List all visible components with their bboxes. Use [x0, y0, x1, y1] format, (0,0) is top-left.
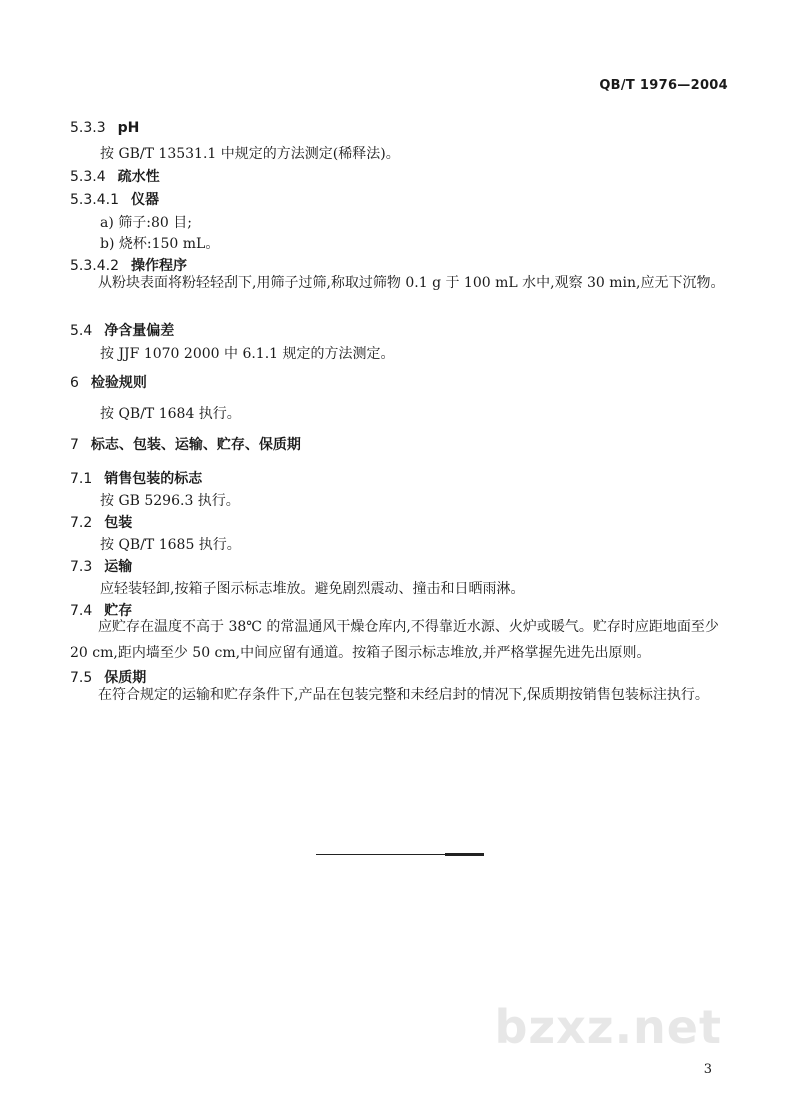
- section-title: pH: [117, 120, 140, 136]
- text-6: 按 QB/T 1684 执行。: [100, 406, 241, 422]
- section-number: 5.3.4.2: [70, 258, 119, 274]
- section-number: 5.3.3: [70, 120, 106, 136]
- page-number: 3: [703, 1062, 712, 1077]
- text-7-5: 在符合规定的运输和贮存条件下,产品在包装完整和未经启封的情况下,保质期按销售包装标注执行。: [98, 687, 709, 703]
- standard-code: QB/T 1976—2004: [599, 78, 728, 93]
- text-7-3: 应轻装轻卸,按箱子图示标志堆放。避免剧烈震动、撞击和日晒雨淋。: [100, 581, 525, 597]
- text-7-1: 按 GB 5296.3 执行。: [100, 493, 240, 509]
- section-title: 疏水性: [117, 169, 160, 185]
- section-title: 贮存: [104, 603, 133, 619]
- heading-7: [70, 434, 301, 454]
- heading-5-4: [70, 320, 174, 340]
- section-number: 7.4: [70, 603, 93, 619]
- section-title: 净含量偏差: [104, 323, 175, 339]
- text-5-3-4-2: 从粉块表面将粉轻轻刮下,用筛子过筛,称取过筛物 0.1 g 于 100 mL 水中,观察 30 min,应无下沉物。: [98, 275, 725, 291]
- section-number: 5.4: [70, 323, 93, 339]
- section-number: 5.3.4: [70, 169, 106, 185]
- heading-6: [70, 372, 147, 392]
- heading-7-2: [70, 512, 132, 532]
- section-title: 保质期: [104, 670, 147, 686]
- text-5-4: 按 JJF 1070 2000 中 6.1.1 规定的方法测定。: [100, 346, 395, 362]
- heading-5-3-4-1: [70, 189, 159, 209]
- section-number: 7.3: [70, 559, 93, 575]
- section-title: 包装: [104, 515, 133, 531]
- section-title: 标志、包装、运输、贮存、保质期: [90, 437, 301, 453]
- text-5-3-3: 按 GB/T 13531.1 中规定的方法测定(稀释法)。: [100, 146, 400, 162]
- list-item-b: b) 烧杯:150 mL。: [100, 236, 220, 252]
- section-number: 7.2: [70, 515, 93, 531]
- list-item-a: a) 筛子:80 目;: [100, 215, 192, 231]
- watermark: bzxz.net: [494, 1000, 722, 1054]
- text-7-4: 应贮存在温度不高于 38℃ 的常温通风干燥仓库内,不得靠近水源、火炉或暖气。贮存时应距地面至少 20 cm,距内墙至少 50 cm,中间应留有通道。按箱子图示标志堆放,并严格掌握先进先出原则。: [70, 619, 719, 661]
- heading-7-3: [70, 556, 132, 576]
- section-title: 仪器: [130, 192, 159, 208]
- section-number: 5.3.4.1: [70, 192, 119, 208]
- end-divider-accent: [445, 853, 484, 856]
- section-number: 7.5: [70, 670, 93, 686]
- heading-7-1: [70, 468, 202, 488]
- heading-5-3-3: [70, 120, 139, 136]
- section-title: 销售包装的标志: [104, 471, 203, 487]
- text-7-2: 按 QB/T 1685 执行。: [100, 537, 241, 553]
- section-title: 操作程序: [130, 258, 187, 274]
- section-number: 7: [70, 437, 79, 453]
- section-number: 7.1: [70, 471, 93, 487]
- heading-5-3-4: [70, 166, 160, 186]
- section-title: 运输: [104, 559, 133, 575]
- section-title: 检验规则: [90, 375, 147, 391]
- section-number: 6: [70, 375, 79, 391]
